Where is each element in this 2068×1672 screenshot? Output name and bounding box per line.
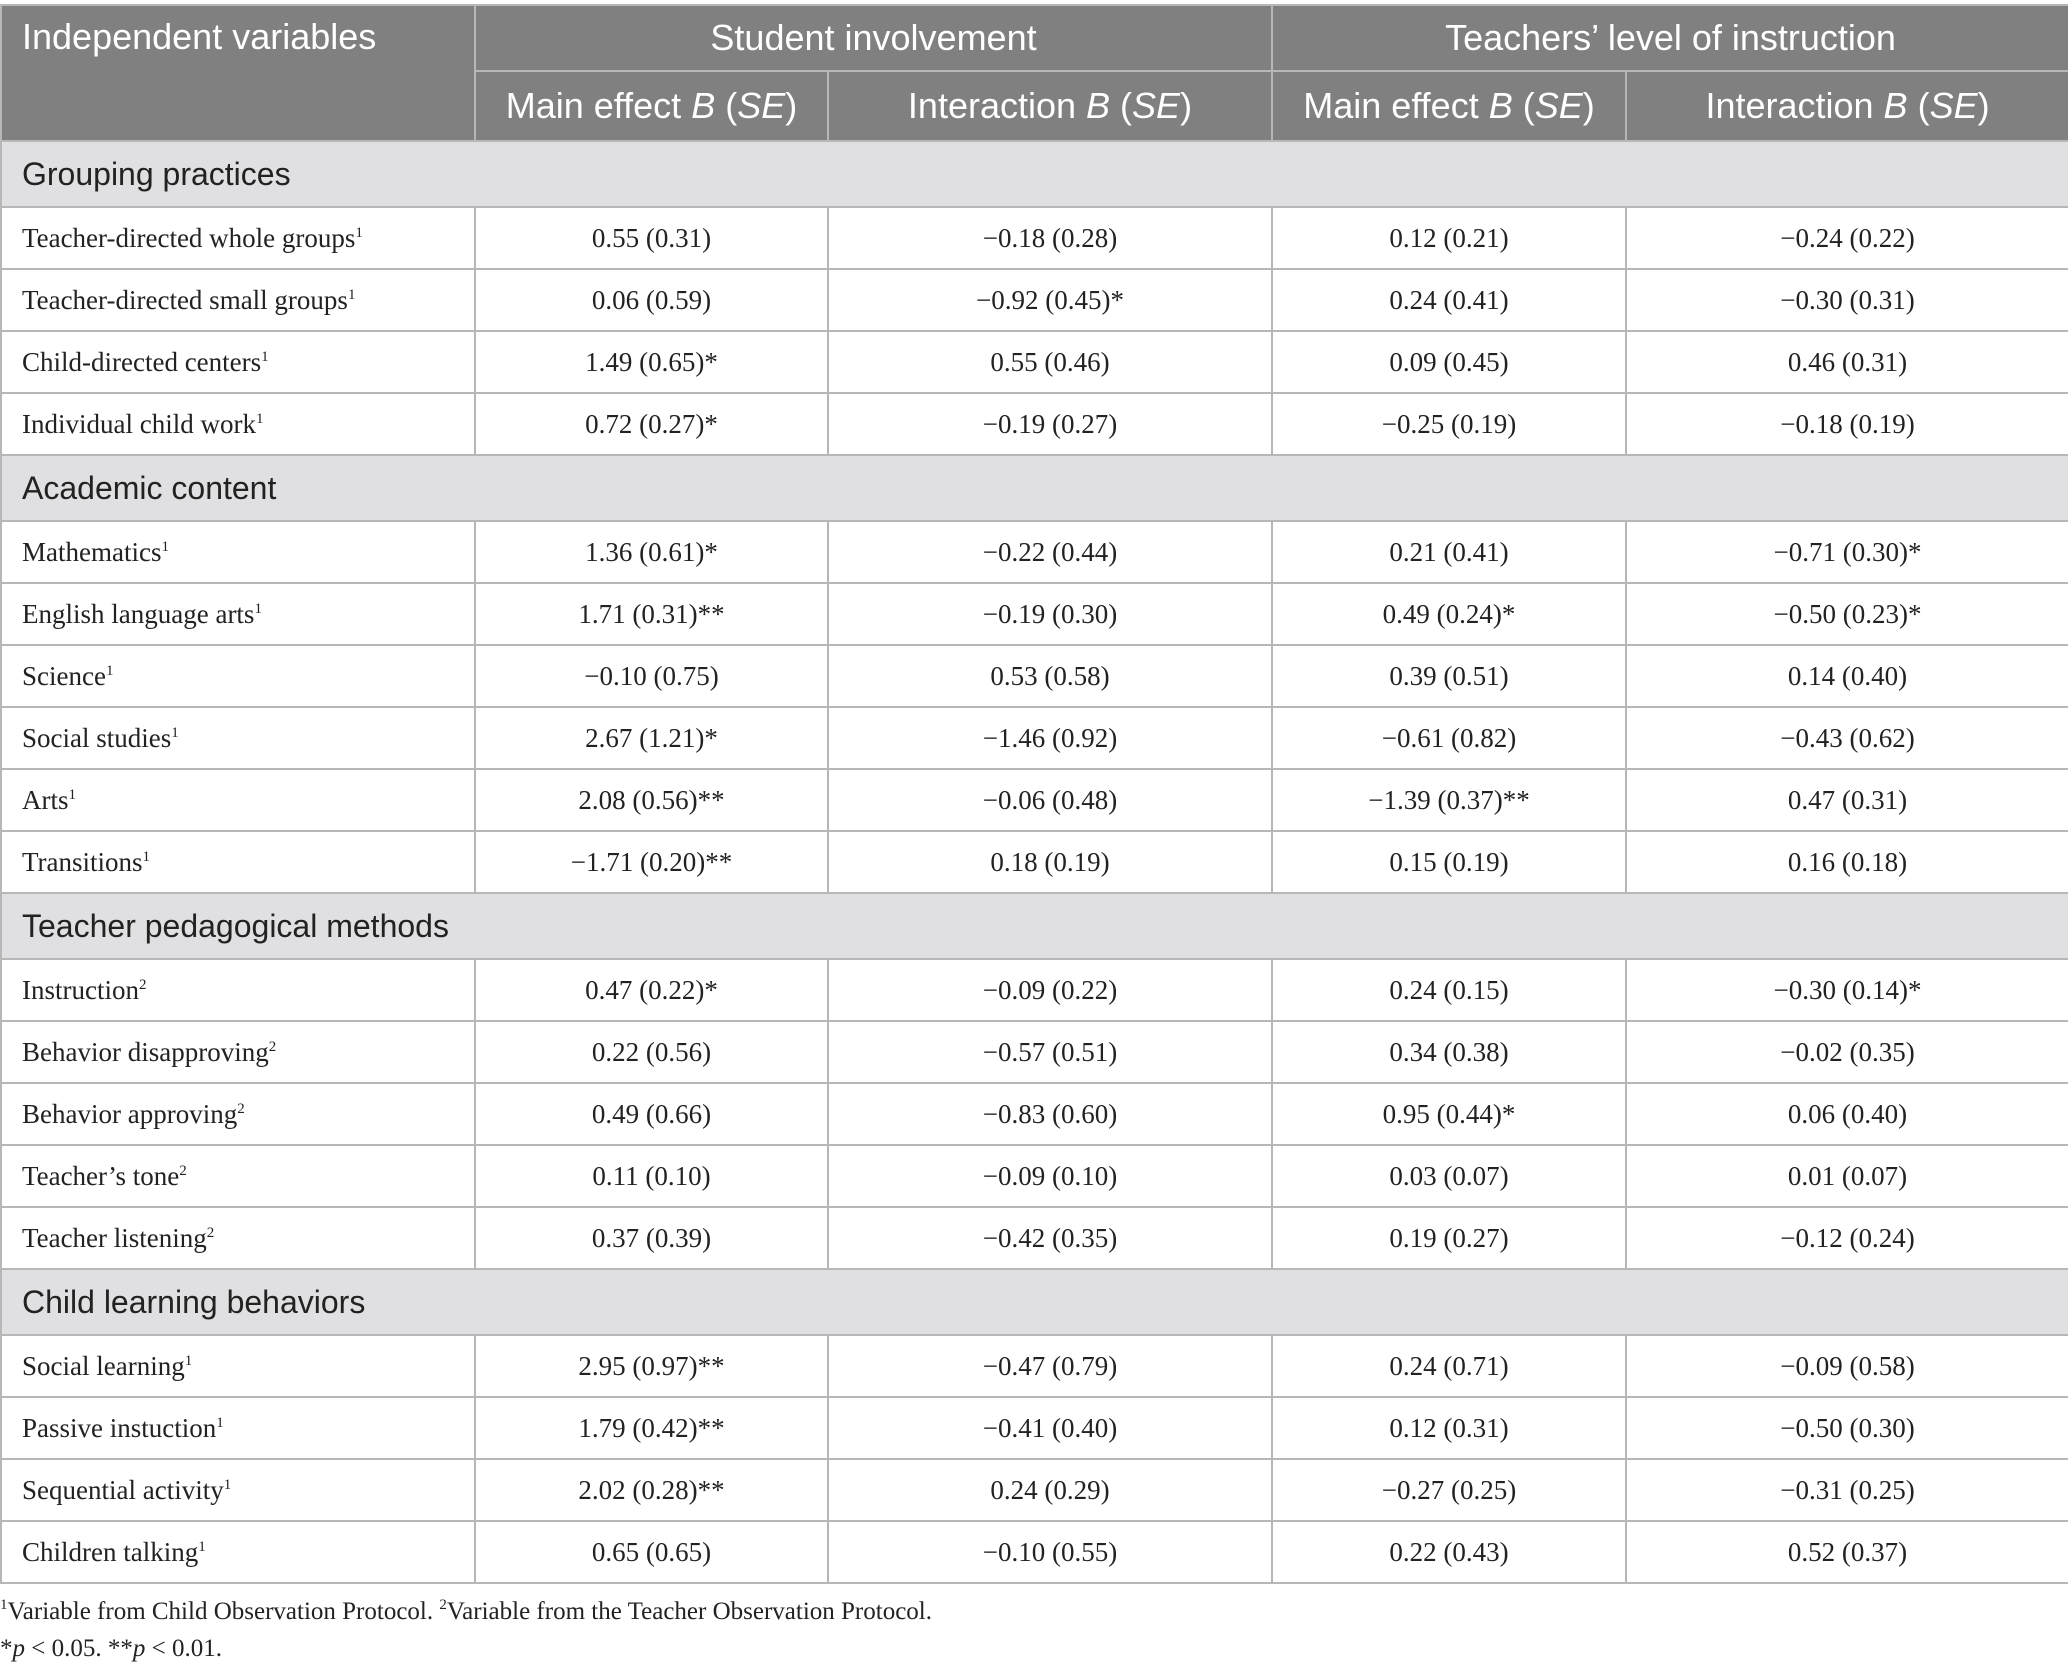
section-row: [1, 141, 2068, 207]
value-cell: −0.09 (0.58): [1626, 1335, 2068, 1397]
variable-label: Instruction: [22, 974, 139, 1005]
value-cell: 0.24 (0.71): [1272, 1335, 1626, 1397]
table-row: [1, 1335, 2068, 1397]
variable-source-sup: 1: [254, 600, 262, 617]
value-cell: −0.09 (0.10): [828, 1145, 1272, 1207]
footnote-text: < 0.05.: [25, 1635, 108, 1662]
value-cell: −0.42 (0.35): [828, 1207, 1272, 1269]
table-row: [1, 393, 2068, 455]
value-cell: 0.06 (0.40): [1626, 1083, 2068, 1145]
value-cell: 0.72 (0.27)*: [475, 393, 828, 455]
value-cell: −0.50 (0.30): [1626, 1397, 2068, 1459]
footnote-text: < 0.01.: [145, 1635, 222, 1662]
variable-source-sup: 1: [198, 1538, 206, 1555]
value-cell: 0.53 (0.58): [828, 645, 1272, 707]
value-cell: 0.34 (0.38): [1272, 1021, 1626, 1083]
variable-label-cell: [1, 1207, 475, 1269]
variable-label: Arts: [22, 784, 69, 815]
subheader-se: SE: [1929, 85, 1978, 126]
variable-label-cell: [1, 521, 475, 583]
value-cell: 0.55 (0.31): [475, 207, 828, 269]
footnote-line-1: [0, 1593, 932, 1630]
value-cell: 0.24 (0.41): [1272, 269, 1626, 331]
subheader-prefix: Interaction: [1705, 85, 1884, 126]
table-row: [1, 959, 2068, 1021]
variable-label-cell: [1, 831, 475, 893]
variable-label: Teacher listening: [22, 1222, 207, 1253]
value-cell: 0.47 (0.31): [1626, 769, 2068, 831]
value-cell: 0.11 (0.10): [475, 1145, 828, 1207]
value-cell: −0.19 (0.27): [828, 393, 1272, 455]
value-cell: 0.21 (0.41): [1272, 521, 1626, 583]
table-row: [1, 831, 2068, 893]
subheader-cell: Interaction B (SE): [1626, 71, 2068, 141]
value-cell: 0.49 (0.66): [475, 1083, 828, 1145]
table-body: [1, 141, 2068, 1583]
table-row: [1, 521, 2068, 583]
variable-label: Sequential activity: [22, 1474, 224, 1505]
header-row-groups: [1, 5, 2068, 71]
value-cell: −1.71 (0.20)**: [475, 831, 828, 893]
variable-label: Teacher-directed small groups: [22, 284, 348, 315]
variable-label-cell: [1, 583, 475, 645]
variable-source-sup: 2: [237, 1100, 245, 1117]
variable-label-cell: [1, 1083, 475, 1145]
value-cell: 0.01 (0.07): [1626, 1145, 2068, 1207]
value-cell: 2.02 (0.28)**: [475, 1459, 828, 1521]
variable-source-sup: 1: [255, 410, 264, 427]
value-cell: 0.16 (0.18): [1626, 831, 2068, 893]
footnote-text: Variable from Child Observation Protocol.: [7, 1598, 440, 1625]
subheader-b: B: [1086, 85, 1111, 126]
subheader-prefix: Main effect: [1303, 85, 1489, 126]
value-cell: −0.61 (0.82): [1272, 707, 1626, 769]
value-cell: −0.27 (0.25): [1272, 1459, 1626, 1521]
section-row: [1, 893, 2068, 959]
variable-label-cell: [1, 1145, 475, 1207]
variable-label: Social learning: [22, 1350, 185, 1381]
value-cell: −0.18 (0.19): [1626, 393, 2068, 455]
value-cell: −0.47 (0.79): [828, 1335, 1272, 1397]
variable-source-sup: 1: [171, 724, 179, 741]
value-cell: −0.41 (0.40): [828, 1397, 1272, 1459]
value-cell: 1.49 (0.65)*: [475, 331, 828, 393]
value-cell: 0.22 (0.43): [1272, 1521, 1626, 1583]
variable-label-cell: [1, 1521, 475, 1583]
variable-label-cell: [1, 645, 475, 707]
value-cell: 2.95 (0.97)**: [475, 1335, 828, 1397]
value-cell: −0.10 (0.75): [475, 645, 828, 707]
variable-label: Passive instuction: [22, 1412, 217, 1443]
variable-label-cell: [1, 707, 475, 769]
value-cell: 0.09 (0.45): [1272, 331, 1626, 393]
table-row: [1, 1397, 2068, 1459]
student-involvement-header: Student involvement: [475, 5, 1272, 71]
footnote-star: *: [0, 1635, 13, 1662]
table-row: [1, 331, 2068, 393]
variable-label-cell: [1, 1397, 475, 1459]
value-cell: 0.14 (0.40): [1626, 645, 2068, 707]
variable-source-sup: 1: [261, 348, 269, 365]
value-cell: 0.12 (0.21): [1272, 207, 1626, 269]
value-cell: 1.79 (0.42)**: [475, 1397, 828, 1459]
variable-label-cell: [1, 1459, 475, 1521]
variable-label: Child-directed centers: [22, 346, 262, 377]
value-cell: −0.18 (0.28): [828, 207, 1272, 269]
footnote-sup: 1: [0, 1597, 8, 1613]
value-cell: −0.06 (0.48): [828, 769, 1272, 831]
subheader-se: SE: [1132, 85, 1181, 126]
variable-label: Social studies: [22, 722, 172, 753]
table-row: [1, 645, 2068, 707]
variable-source-sup: 2: [206, 1224, 215, 1241]
table-row: [1, 1021, 2068, 1083]
footnotes: [0, 1593, 932, 1667]
subheader-cell: Main effect B (SE): [475, 71, 828, 141]
variable-source-sup: 2: [268, 1038, 277, 1055]
footnote-p: p: [132, 1635, 146, 1662]
section-title: Teacher pedagogical methods: [1, 893, 2068, 959]
value-cell: −0.92 (0.45)*: [828, 269, 1272, 331]
variable-label-cell: [1, 1021, 475, 1083]
table-row: [1, 1207, 2068, 1269]
footnote-p: p: [12, 1635, 25, 1662]
value-cell: 0.95 (0.44)*: [1272, 1083, 1626, 1145]
subheader-b: B: [1883, 85, 1908, 126]
subheader-se: SE: [737, 85, 786, 126]
variable-label: English language arts: [22, 598, 255, 629]
table-row: [1, 769, 2068, 831]
value-cell: −0.30 (0.14)*: [1626, 959, 2068, 1021]
variable-label: Behavior disapproving: [22, 1036, 269, 1067]
subheader-b: B: [1488, 85, 1513, 126]
table-header: [1, 5, 2068, 141]
section-title: Academic content: [1, 455, 2068, 521]
value-cell: −0.57 (0.51): [828, 1021, 1272, 1083]
value-cell: 0.55 (0.46): [828, 331, 1272, 393]
value-cell: −0.30 (0.31): [1626, 269, 2068, 331]
value-cell: −0.31 (0.25): [1626, 1459, 2068, 1521]
subheader-cell: Main effect B (SE): [1272, 71, 1626, 141]
results-table: [0, 4, 2068, 1584]
value-cell: 1.36 (0.61)*: [475, 521, 828, 583]
value-cell: 0.24 (0.29): [828, 1459, 1272, 1521]
subheader-prefix: Interaction: [907, 85, 1087, 126]
footnote-sup: 2: [439, 1597, 447, 1613]
subheader-cell: Interaction B (SE): [828, 71, 1272, 141]
table-row: [1, 1145, 2068, 1207]
value-cell: −0.24 (0.22): [1626, 207, 2068, 269]
value-cell: −0.02 (0.35): [1626, 1021, 2068, 1083]
variable-label-cell: [1, 393, 475, 455]
value-cell: −0.25 (0.19): [1272, 393, 1626, 455]
value-cell: −0.83 (0.60): [828, 1083, 1272, 1145]
value-cell: 0.15 (0.19): [1272, 831, 1626, 893]
value-cell: 2.08 (0.56)**: [475, 769, 828, 831]
value-cell: 0.06 (0.59): [475, 269, 828, 331]
value-cell: −0.50 (0.23)*: [1626, 583, 2068, 645]
variable-label: Individual child work: [22, 408, 256, 439]
table-row: [1, 583, 2068, 645]
table-row: [1, 207, 2068, 269]
value-cell: 0.52 (0.37): [1626, 1521, 2068, 1583]
subheader-prefix: Main effect: [505, 85, 692, 126]
table-row: [1, 1521, 2068, 1583]
variable-source-sup: 1: [355, 224, 363, 241]
value-cell: −1.39 (0.37)**: [1272, 769, 1626, 831]
variable-source-sup: 1: [216, 1414, 224, 1431]
table-row: [1, 1083, 2068, 1145]
variable-label-cell: [1, 207, 475, 269]
variable-source-sup: 1: [223, 1476, 232, 1493]
value-cell: −0.19 (0.30): [828, 583, 1272, 645]
value-cell: 0.24 (0.15): [1272, 959, 1626, 1021]
variable-label: Children talking: [22, 1536, 199, 1567]
variable-source-sup: 1: [105, 662, 114, 679]
value-cell: 0.49 (0.24)*: [1272, 583, 1626, 645]
variable-source-sup: 1: [161, 538, 169, 555]
value-cell: 0.65 (0.65): [475, 1521, 828, 1583]
value-cell: −0.10 (0.55): [828, 1521, 1272, 1583]
footnote-line-2: [0, 1630, 932, 1667]
value-cell: 0.37 (0.39): [475, 1207, 828, 1269]
variable-source-sup: 1: [184, 1352, 193, 1369]
value-cell: −0.71 (0.30)*: [1626, 521, 2068, 583]
variable-label-cell: [1, 769, 475, 831]
value-cell: 0.47 (0.22)*: [475, 959, 828, 1021]
value-cell: 0.03 (0.07): [1272, 1145, 1626, 1207]
variable-label-cell: [1, 959, 475, 1021]
variable-source-sup: 1: [68, 786, 76, 803]
value-cell: −0.22 (0.44): [828, 521, 1272, 583]
value-cell: 0.18 (0.19): [828, 831, 1272, 893]
value-cell: −0.12 (0.24): [1626, 1207, 2068, 1269]
variable-label-cell: [1, 269, 475, 331]
variable-source-sup: 1: [347, 286, 356, 303]
value-cell: −0.43 (0.62): [1626, 707, 2068, 769]
subheader-se: SE: [1534, 85, 1583, 126]
value-cell: 0.19 (0.27): [1272, 1207, 1626, 1269]
variable-label-cell: [1, 331, 475, 393]
section-row: [1, 1269, 2068, 1335]
value-cell: 2.67 (1.21)*: [475, 707, 828, 769]
value-cell: −0.09 (0.22): [828, 959, 1272, 1021]
variable-label: Science: [22, 660, 106, 691]
variable-source-sup: 1: [142, 848, 151, 865]
value-cell: 0.39 (0.51): [1272, 645, 1626, 707]
value-cell: 0.12 (0.31): [1272, 1397, 1626, 1459]
section-title: Grouping practices: [1, 141, 2068, 207]
value-cell: 0.22 (0.56): [475, 1021, 828, 1083]
table-row: [1, 269, 2068, 331]
value-cell: −1.46 (0.92): [828, 707, 1272, 769]
variable-label: Behavior approving: [22, 1098, 238, 1129]
teachers-level-header: Teachers’ level of instruction: [1272, 5, 2068, 71]
footnote-star: **: [107, 1635, 133, 1662]
table-row: [1, 707, 2068, 769]
value-cell: 1.71 (0.31)**: [475, 583, 828, 645]
section-title: Child learning behaviors: [1, 1269, 2068, 1335]
section-row: [1, 455, 2068, 521]
variable-source-sup: 2: [179, 1162, 187, 1179]
footnote-text: Variable from the Teacher Observation Protocol.: [446, 1598, 932, 1625]
variable-label: Teacher-directed whole groups: [22, 222, 356, 253]
table-row: [1, 1459, 2068, 1521]
value-cell: 0.46 (0.31): [1626, 331, 2068, 393]
independent-variables-header: Independent variables: [1, 5, 475, 141]
variable-label: Mathematics: [22, 536, 162, 567]
variable-source-sup: 2: [138, 976, 147, 993]
subheader-b: B: [691, 85, 716, 126]
variable-label: Teacher’s tone: [22, 1160, 180, 1191]
variable-label-cell: [1, 1335, 475, 1397]
variable-label: Transitions: [22, 846, 143, 877]
